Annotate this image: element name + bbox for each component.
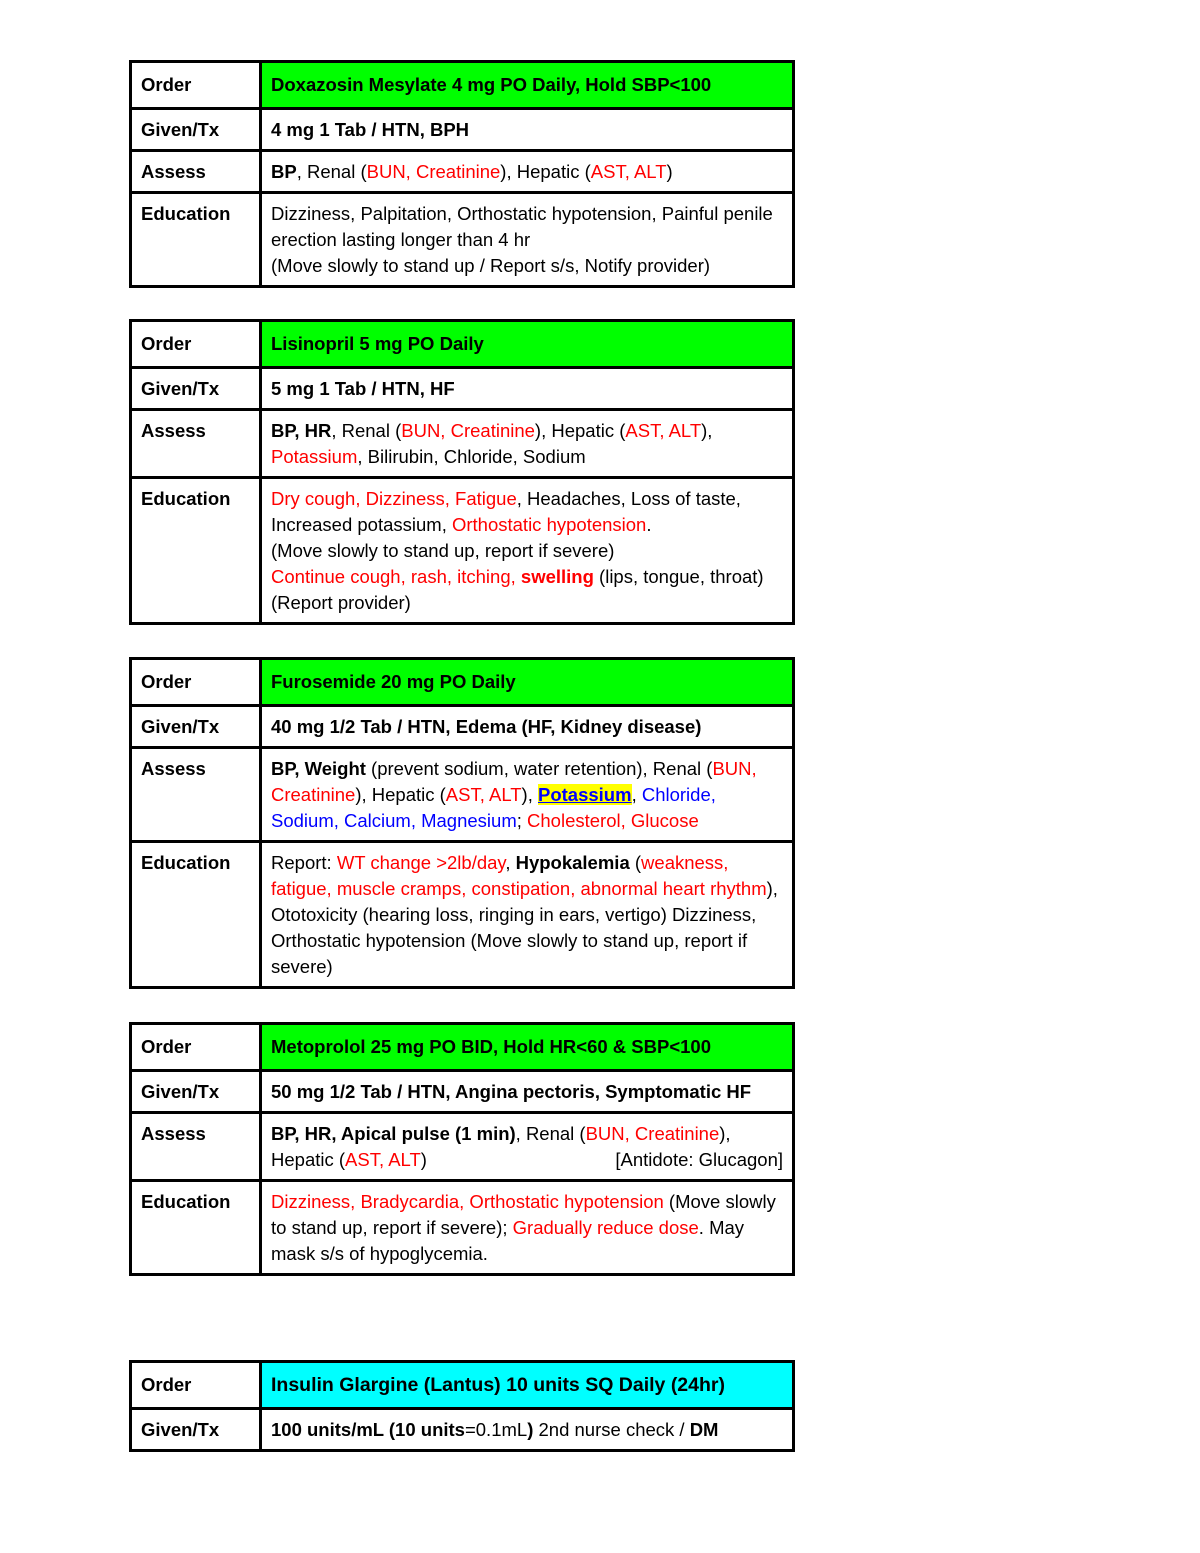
assess-label: Assess (131, 748, 261, 842)
education-value: Dizziness, Palpitation, Orthostatic hypotension, Painful penile erection lasting longer than 4 hr (Move slowly to stand up / Report s/s, Notify provider) (261, 193, 794, 287)
given-label: Given/Tx (131, 1409, 261, 1451)
order-label: Order (131, 321, 261, 368)
assess-value: BP, HR, Apical pulse (1 min), Renal (BUN, Creatinine), Hepatic (AST, ALT) [Antidote: Glucagon] (261, 1113, 794, 1181)
assess-value: BP, Weight (prevent sodium, water retention), Renal (BUN, Creatinine), Hepatic (AST, ALT), Potassium, Chloride, Sodium, Calcium, Magnesium; Cholesterol, Glucose (261, 748, 794, 842)
given-value: 50 mg 1/2 Tab / HTN, Angina pectoris, Symptomatic HF (261, 1071, 794, 1113)
assess-label: Assess (131, 151, 261, 193)
order-label: Order (131, 1024, 261, 1071)
assess-value: BP, HR, Renal (BUN, Creatinine), Hepatic (AST, ALT), Potassium, Bilirubin, Chloride, Sodium (261, 410, 794, 478)
lisinopril-card (129, 319, 795, 625)
education-label: Education (131, 1181, 261, 1275)
given-value: 40 mg 1/2 Tab / HTN, Edema (HF, Kidney disease) (261, 706, 794, 748)
order-label: Order (131, 659, 261, 706)
assess-value: BP, Renal (BUN, Creatinine), Hepatic (AST, ALT) (261, 151, 794, 193)
assess-label: Assess (131, 1113, 261, 1181)
given-label: Given/Tx (131, 109, 261, 151)
education-value: Report: WT change >2lb/day, Hypokalemia (weakness, fatigue, muscle cramps, constipation, abnormal heart rhythm), Ototoxicity (hearing loss, ringing in ears, vertigo) Dizziness, Orthostatic hypotension (Move slowly to stand up, report if severe) (261, 842, 794, 988)
education-value: Dry cough, Dizziness, Fatigue, Headaches, Loss of taste, Increased potassium, Orthostatic hypotension. (Move slowly to stand up, report if severe) Continue cough, rash, itching, swelling (lips, tongue, throat) (Report provider) (261, 478, 794, 624)
education-value: Dizziness, Bradycardia, Orthostatic hypotension (Move slowly to stand up, report if severe); Gradually reduce dose. May mask s/s of hypoglycemia. (261, 1181, 794, 1275)
given-value: 4 mg 1 Tab / HTN, BPH (261, 109, 794, 151)
order-value: Metoprolol 25 mg PO BID, Hold HR<60 & SBP<100 (261, 1024, 794, 1071)
order-value: Lisinopril 5 mg PO Daily (261, 321, 794, 368)
insulin-card (129, 1360, 795, 1452)
metoprolol-card (129, 1022, 795, 1276)
assess-label: Assess (131, 410, 261, 478)
order-value: Furosemide 20 mg PO Daily (261, 659, 794, 706)
education-label: Education (131, 193, 261, 287)
given-label: Given/Tx (131, 1071, 261, 1113)
order-label: Order (131, 1362, 261, 1409)
given-value: 5 mg 1 Tab / HTN, HF (261, 368, 794, 410)
given-value: 100 units/mL (10 units=0.1mL) 2nd nurse check / DM (261, 1409, 794, 1451)
order-value: Doxazosin Mesylate 4 mg PO Daily, Hold SBP<100 (261, 62, 794, 109)
education-label: Education (131, 478, 261, 624)
given-label: Given/Tx (131, 368, 261, 410)
given-label: Given/Tx (131, 706, 261, 748)
order-value: Insulin Glargine (Lantus) 10 units SQ Daily (24hr) (261, 1362, 794, 1409)
order-label: Order (131, 62, 261, 109)
education-label: Education (131, 842, 261, 988)
antidote-note: [Antidote: Glucagon] (615, 1149, 783, 1170)
doxazosin-card (129, 60, 795, 288)
furosemide-card (129, 657, 795, 989)
